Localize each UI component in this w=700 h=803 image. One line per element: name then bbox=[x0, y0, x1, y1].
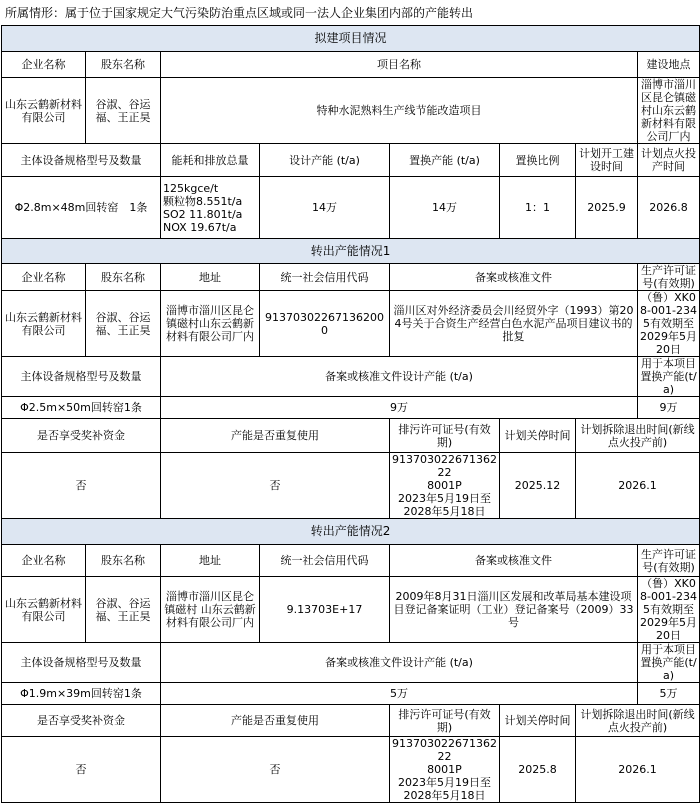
table-row bbox=[2, 239, 700, 264]
header-filed-capacity: 备案或核准文件设计产能 (t/a) bbox=[161, 643, 638, 683]
header-company: 企业名称 bbox=[2, 264, 86, 291]
proposed-ignite-time: 2026.8 bbox=[638, 177, 700, 239]
header-shareholders: 股东名称 bbox=[86, 264, 161, 291]
table-row bbox=[2, 78, 700, 144]
section-title-transfer-2: 转出产能情况2 bbox=[2, 519, 700, 545]
header-filed-capacity: 备案或核准文件设计产能 (t/a) bbox=[161, 357, 638, 397]
transfer1-license: （鲁）XK08-001-2345有效期至2029年5月20日 bbox=[638, 291, 700, 357]
proposed-replace-capacity: 14万 bbox=[390, 177, 500, 239]
transfer2-used-capacity: 5万 bbox=[638, 683, 700, 705]
transfer2-subsidy: 否 bbox=[2, 737, 161, 803]
transfer2-credit-code: 9.13703E+17 bbox=[260, 577, 390, 643]
table-row bbox=[2, 264, 700, 291]
header-company: 企业名称 bbox=[2, 52, 86, 78]
header-start-time: 计划开工建设时间 bbox=[576, 144, 638, 177]
table-row bbox=[2, 545, 700, 577]
header-license: 生产许可证号(有效期) bbox=[638, 545, 700, 577]
header-license: 生产许可证号(有效期) bbox=[638, 264, 700, 291]
proposed-design-capacity: 14万 bbox=[260, 177, 390, 239]
table-row bbox=[2, 643, 700, 683]
table-row bbox=[2, 519, 700, 545]
proposed-project-name: 特种水泥熟料生产线节能改造项目 bbox=[161, 78, 638, 144]
header-shareholders: 股东名称 bbox=[86, 52, 161, 78]
table-row bbox=[2, 52, 700, 78]
header-credit-code: 统一社会信用代码 bbox=[260, 264, 390, 291]
transfer1-shutdown-time: 2025.12 bbox=[500, 453, 576, 519]
header-equipment: 主体设备规格型号及数量 bbox=[2, 357, 161, 397]
header-subsidy: 是否享受奖补资金 bbox=[2, 705, 161, 737]
header-filing-doc: 备案或核准文件 bbox=[390, 545, 638, 577]
table-row bbox=[2, 737, 700, 803]
header-design-capacity: 设计产能 (t/a) bbox=[260, 144, 390, 177]
header-address: 地址 bbox=[161, 545, 260, 577]
header-shutdown-time: 计划关停时间 bbox=[500, 419, 576, 453]
transfer2-license: （鲁）XK08-001-2345有效期至2029年5月20日 bbox=[638, 577, 700, 643]
header-project-name: 项目名称 bbox=[161, 52, 638, 78]
table-row bbox=[2, 419, 700, 453]
capacity-replacement-document bbox=[1, 1, 699, 802]
transfer1-filed-capacity: 9万 bbox=[161, 397, 638, 419]
proposed-company: 山东云鹤新材料有限公司 bbox=[2, 78, 86, 144]
transfer2-filing-doc: 2009年8月31日淄川区发展和改革局基本建设项目登记备案证明（工业）登记备案号（2009）33号 bbox=[390, 577, 638, 643]
capacity-table bbox=[1, 25, 700, 803]
table-row bbox=[2, 26, 700, 52]
transfer1-credit-code: 913703022671362000 bbox=[260, 291, 390, 357]
header-filing-doc: 备案或核准文件 bbox=[390, 264, 638, 291]
section-title-transfer-1: 转出产能情况1 bbox=[2, 239, 700, 264]
header-shareholders: 股东名称 bbox=[86, 545, 161, 577]
transfer1-company: 山东云鹤新材料有限公司 bbox=[2, 291, 86, 357]
transfer2-company: 山东云鹤新材料有限公司 bbox=[2, 577, 86, 643]
header-address: 地址 bbox=[161, 264, 260, 291]
transfer2-reused: 否 bbox=[161, 737, 390, 803]
header-reused: 产能是否重复使用 bbox=[161, 419, 390, 453]
transfer1-shareholders: 谷淑、谷运福、王正昊 bbox=[86, 291, 161, 357]
proposed-location: 淄博市淄川区昆仑镇磁村山东云鹤新材料有限公司厂内 bbox=[638, 78, 700, 144]
transfer2-demolish-time: 2026.1 bbox=[576, 737, 700, 803]
transfer1-filing-doc: 淄川区对外经济委员会川经贸外字（1993）第204号关于合资生产经营白色水泥产品项目建议书的批复 bbox=[390, 291, 638, 357]
header-demolish-time: 计划拆除退出时间(新线点火投产前) bbox=[576, 705, 700, 737]
header-pollution-permit: 排污许可证号(有效期) bbox=[390, 419, 500, 453]
header-replace-capacity: 置换产能 (t/a) bbox=[390, 144, 500, 177]
transfer1-equipment: Φ2.5m×50m回转窑1条 bbox=[2, 397, 161, 419]
transfer2-shutdown-time: 2025.8 bbox=[500, 737, 576, 803]
header-replace-ratio: 置换比例 bbox=[500, 144, 576, 177]
table-row bbox=[2, 683, 700, 705]
section-title-proposed: 拟建项目情况 bbox=[2, 26, 700, 52]
transfer1-reused: 否 bbox=[161, 453, 390, 519]
header-used-capacity: 用于本项目置换产能(t/a) bbox=[638, 643, 700, 683]
header-energy: 能耗和排放总量 bbox=[161, 144, 260, 177]
header-equipment: 主体设备规格型号及数量 bbox=[2, 643, 161, 683]
header-reused: 产能是否重复使用 bbox=[161, 705, 390, 737]
transfer2-pollution-permit: 91370302267136222 8001P 2023年5月19日至 2028年5月18日 bbox=[390, 737, 500, 803]
transfer2-equipment: Φ1.9m×39m回转窑1条 bbox=[2, 683, 161, 705]
proposed-energy: 125kgce/t 颗粒物8.551t/a SO2 11.801t/a NOX 19.67t/a bbox=[161, 177, 260, 239]
proposed-replace-ratio: 1：1 bbox=[500, 177, 576, 239]
transfer1-pollution-permit: 91370302267136222 8001P 2023年5月19日至 2028年5月18日 bbox=[390, 453, 500, 519]
table-row bbox=[2, 291, 700, 357]
table-row bbox=[2, 705, 700, 737]
transfer1-address: 淄博市淄川区昆仑镇磁村山东云鹤新材料有限公司厂内 bbox=[161, 291, 260, 357]
header-equipment: 主体设备规格型号及数量 bbox=[2, 144, 161, 177]
table-row bbox=[2, 397, 700, 419]
table-row bbox=[2, 144, 700, 177]
transfer2-address: 淄博市淄川区昆仑镇磁村 山东云鹤新材料有限公司厂内 bbox=[161, 577, 260, 643]
header-ignite-time: 计划点火投产时间 bbox=[638, 144, 700, 177]
transfer1-subsidy: 否 bbox=[2, 453, 161, 519]
table-row bbox=[2, 357, 700, 397]
table-row bbox=[2, 453, 700, 519]
header-demolish-time: 计划拆除退出时间(新线点火投产前) bbox=[576, 419, 700, 453]
header-credit-code: 统一社会信用代码 bbox=[260, 545, 390, 577]
table-row bbox=[2, 577, 700, 643]
transfer2-shareholders: 谷淑、谷运福、王正昊 bbox=[86, 577, 161, 643]
transfer2-filed-capacity: 5万 bbox=[161, 683, 638, 705]
transfer1-used-capacity: 9万 bbox=[638, 397, 700, 419]
page-title: 所属情形：属于位于国家规定大气污染防治重点区域或同一法人企业集团内部的产能转出 bbox=[5, 6, 474, 20]
header-shutdown-time: 计划关停时间 bbox=[500, 705, 576, 737]
header-company: 企业名称 bbox=[2, 545, 86, 577]
header-used-capacity: 用于本项目置换产能(t/a) bbox=[638, 357, 700, 397]
header-subsidy: 是否享受奖补资金 bbox=[2, 419, 161, 453]
transfer1-demolish-time: 2026.1 bbox=[576, 453, 700, 519]
header-pollution-permit: 排污许可证号(有效期) bbox=[390, 705, 500, 737]
header-location: 建设地点 bbox=[638, 52, 700, 78]
proposed-shareholders: 谷淑、谷运福、王正昊 bbox=[86, 78, 161, 144]
proposed-equipment: Φ2.8m×48m回转窑 1条 bbox=[2, 177, 161, 239]
proposed-start-time: 2025.9 bbox=[576, 177, 638, 239]
table-row bbox=[2, 177, 700, 239]
